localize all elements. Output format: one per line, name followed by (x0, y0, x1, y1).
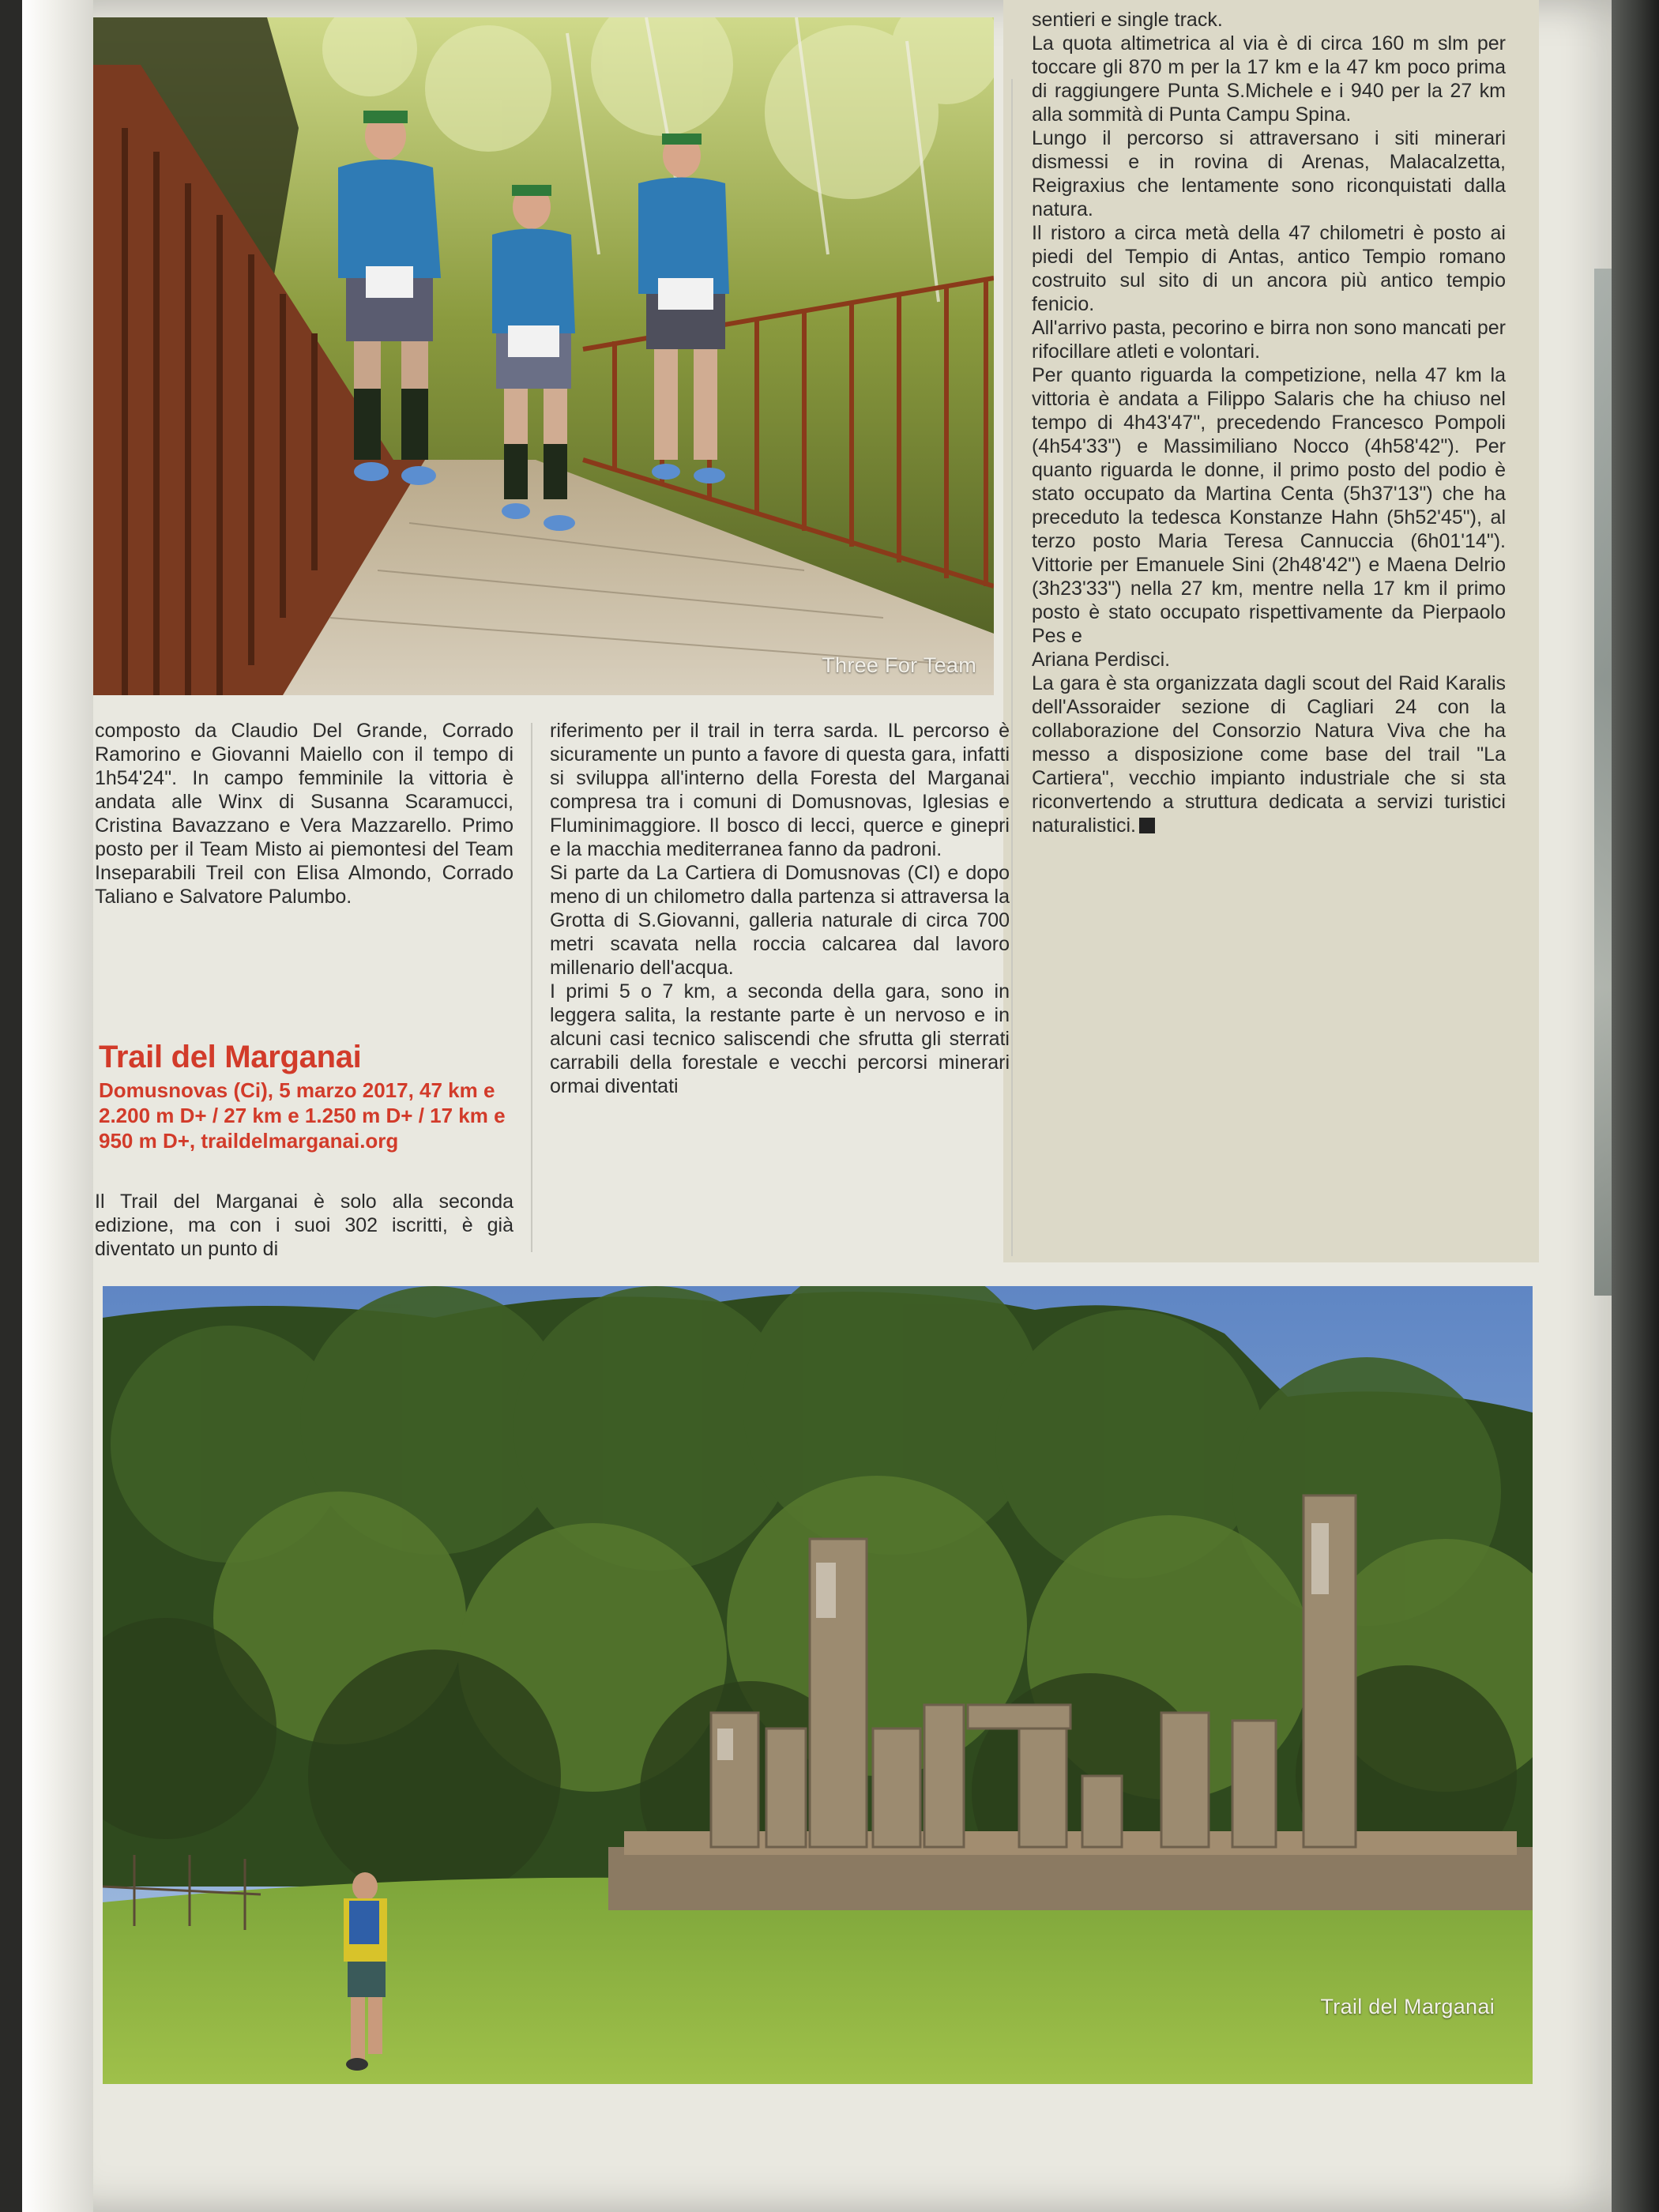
middle-column (550, 719, 1010, 1098)
right-paragraph-2: La quota altimetrica al via è di circa 160 m slm per toccare gli 870 m per la 17 km e la 47 km poco prima di raggiungere Punta S.Michele e i 940 per la 27 km alla sommità di Punta Campu Spina. (1032, 32, 1506, 126)
middle-paragraph-3: I primi 5 o 7 km, a seconda della gara, sono in leggera salita, la restante parte è un nervoso e in alcuni casi tecnico saliscendi che sfrutta gli sterrati carrabili della forestale e vecchi percorsi minerari ormai diventati (550, 980, 1010, 1097)
right-paragraph-1: sentieri e single track. (1032, 9, 1223, 31)
left-paragraph-2: Il Trail del Marganai è solo alla seconda edizione, ma con i suoi 302 iscritti, è già diventato un punto di (95, 1191, 514, 1260)
left-column-lower (95, 1190, 514, 1261)
page-spine (22, 0, 93, 2212)
event-title: Trail del Marganai (99, 1040, 362, 1074)
right-paragraph-8 (1032, 672, 1506, 837)
column-divider-2 (1011, 79, 1013, 1256)
temple-antas-illustration (103, 1286, 1533, 2084)
column-divider-1 (531, 723, 532, 1252)
right-paragraph-5: All'arrivo pasta, pecorino e birra non sono mancati per rifocillare atleti e volontari. (1032, 317, 1506, 363)
middle-paragraph-1: riferimento per il trail in terra sarda. IL percorso è sicuramente un punto a favore di questa gara, infatti si sviluppa all'interno della Foresta del Marganai compresa tra i comuni di Domusnovas, Iglesias e Fluminimaggiore. Il bosco di lecci, querce e ginepri e la macchia mediterranea fanno da padroni. (550, 720, 1010, 860)
page-shadow-edge (1612, 0, 1659, 2212)
right-paragraph-7: Ariana Perdisci. (1032, 649, 1171, 671)
top-photo-caption: Three For Team (822, 653, 976, 677)
left-paragraph-1: composto da Claudio Del Grande, Corrado Ramorino e Giovanni Maiello con il tempo di 1h54'24". In campo femminile la vittoria è andata alle Winx di Susanna Scaramucci, Cristina Bavazzano e Vera Mazzarello. Primo posto per il Team Misto ai piemontesi del Team Inseparabili Treil con Elisa Almondo, Corrado Taliano e Salvatore Palumbo. (95, 720, 514, 908)
temple-antas-photo (103, 1286, 1533, 2084)
runners-bridge-photo (93, 17, 994, 695)
right-paragraph-8-text: La gara è sta organizzata dagli scout del Raid Karalis dell'Assoraider sezione di Cagliari 24 con la collaborazione del Consorzio Natura Viva che ha messo a disposizione come base del trail "La Cartiera", vecchio impianto industriale che si sta riconvertendo a struttura dedicata a servizi turistici naturalistici. (1032, 672, 1506, 837)
right-paragraph-3: Lungo il percorso si attraversano i siti minerari dismessi e in rovina di Arenas, Malacalzetta, Reigraxius che lentamente sono riconquistati dalla natura. (1032, 127, 1506, 220)
end-mark-icon (1139, 818, 1155, 833)
next-page-edge (1594, 269, 1612, 1296)
middle-paragraph-2: Si parte da La Cartiera di Domusnovas (CI) e dopo meno di un chilometro dalla partenza si attraversa la Grotta di S.Giovanni, galleria naturale di circa 700 metri scavata nella roccia calcarea dal lavoro millenario dell'acqua. (550, 862, 1010, 979)
right-paragraph-4: Il ristoro a circa metà della 47 chilometri è posto ai piedi del Tempio di Antas, antico Tempio romano costruito sul sito di un ancora più antico tempio fenicio. (1032, 222, 1506, 315)
runners-bridge-illustration (93, 17, 994, 695)
bottom-photo-caption: Trail del Marganai (1320, 1995, 1495, 2018)
right-column (1032, 8, 1506, 837)
event-info: Domusnovas (Ci), 5 marzo 2017, 47 km e 2.200 m D+ / 27 km e 1.250 m D+ / 17 km e 950 m D+, traildelmarganai.org (99, 1078, 506, 1153)
left-column (95, 719, 514, 908)
right-paragraph-6: Per quanto riguarda la competizione, nella 47 km la vittoria è andata a Filippo Salaris che ha chiuso nel tempo di 4h43'47", precedendo Francesco Pompoli (4h54'33") e Massimiliano Nocco (4h58'42"). Per quanto riguarda le donne, il primo posto del podio è stato occupato da Martina Centa (5h37'13") che ha preceduto la tedesca Konstanze Hahn (5h52'45"), al terzo posto Maria Teresa Cannuccia (6h01'14"). Vittorie per Emanuele Sini (2h48'42") e Maena Delrio (3h23'33") nella 27 km, mentre nella 17 km il primo posto è stato occupato rispettivamente da Pierpaolo Pes e (1032, 364, 1506, 647)
